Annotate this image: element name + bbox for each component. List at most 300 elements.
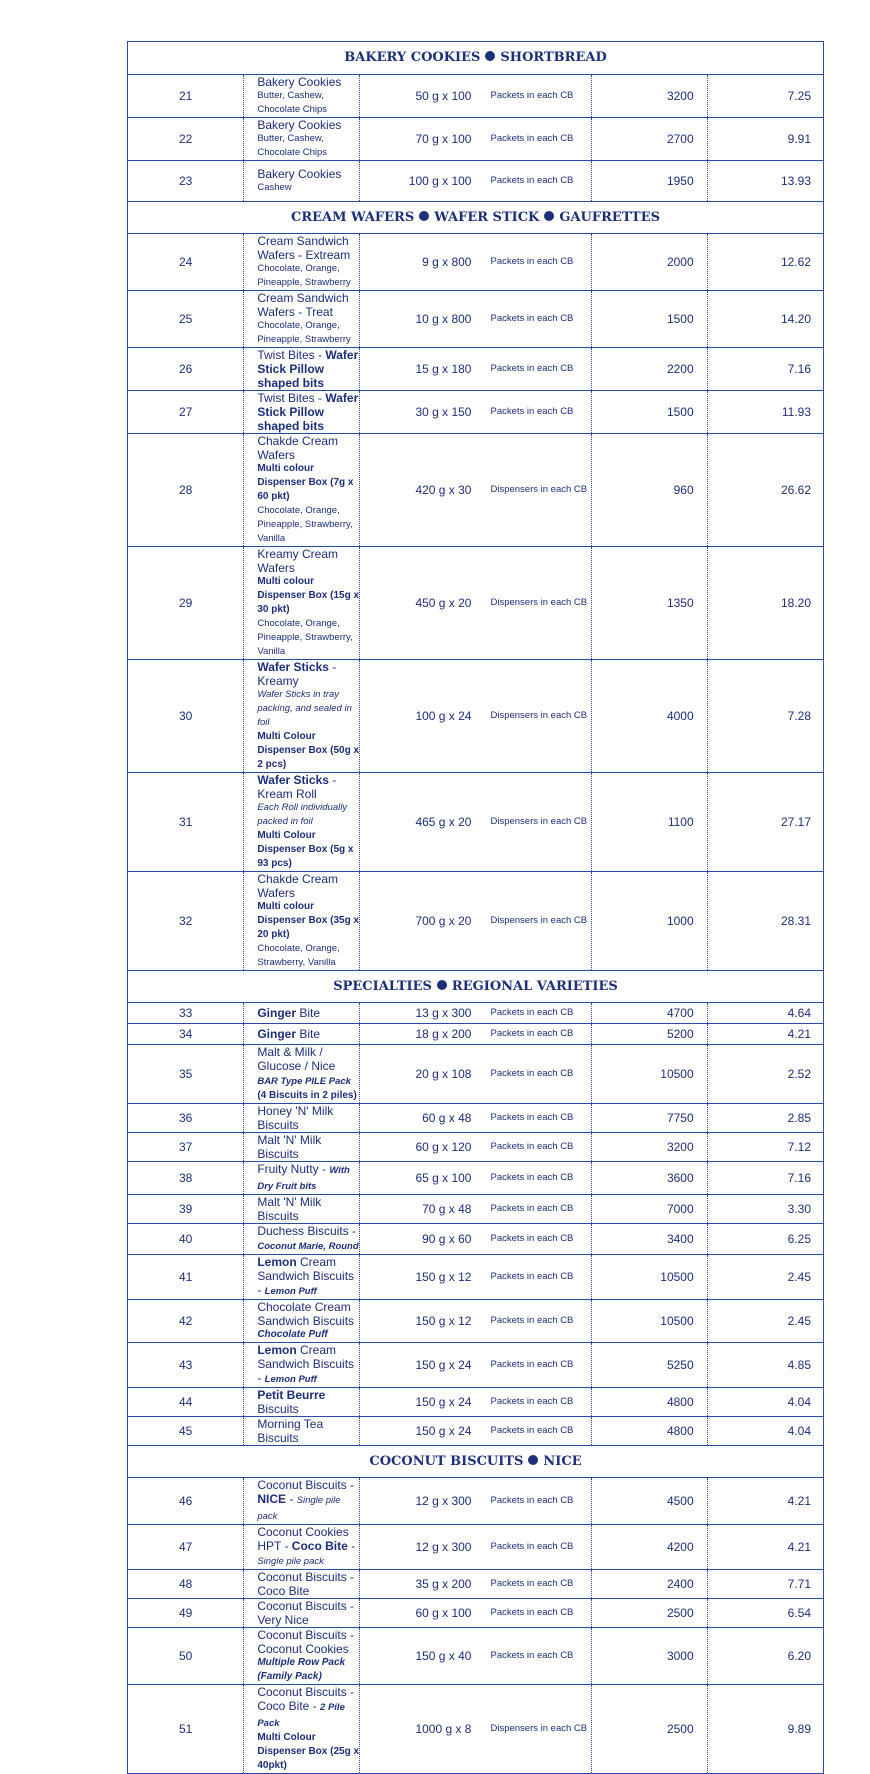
item-unit: Packets in each CB [475, 1132, 591, 1161]
item-quantity: 450 g x 20 [360, 546, 476, 659]
item-description [244, 1477, 360, 1524]
item-packets: 10500 [591, 1299, 707, 1342]
item-quantity: 30 g x 150 [360, 390, 476, 433]
item-name-part: Twist Bites - [257, 347, 326, 362]
item-tag: Single pile pack [257, 1555, 324, 1567]
item-packets: 2500 [591, 1684, 707, 1773]
item-name [257, 1417, 323, 1445]
item-name-part: Bakery Cookies [257, 74, 342, 89]
item-unit: Packets in each CB [475, 117, 591, 160]
item-description [244, 1132, 360, 1161]
item-unit: Packets in each CB [475, 1387, 591, 1416]
item-packets: 2000 [591, 233, 707, 290]
item-packets: 10500 [591, 1254, 707, 1299]
item-number: 45 [128, 1416, 244, 1445]
section-title [128, 42, 823, 74]
bullet-icon [437, 980, 447, 990]
item-packets: 3000 [591, 1627, 707, 1684]
item-number: 49 [128, 1598, 244, 1627]
section-header [128, 970, 823, 1002]
item-name [257, 1525, 355, 1567]
item-number: 38 [128, 1161, 244, 1194]
table-row [128, 290, 823, 347]
item-name [257, 1685, 354, 1729]
item-quantity: 20 g x 108 [360, 1044, 476, 1103]
item-description [244, 1161, 360, 1194]
item-price: 7.16 [707, 347, 823, 390]
item-number: 39 [128, 1194, 244, 1223]
item-number: 23 [128, 160, 244, 201]
item-name-part: Cream Sandwich Biscuits - [257, 1342, 355, 1385]
item-quantity: 150 g x 24 [360, 1342, 476, 1387]
item-unit: Packets in each CB [475, 1023, 591, 1044]
item-quantity: 100 g x 100 [360, 160, 476, 201]
item-description [244, 1002, 360, 1023]
item-number: 48 [128, 1569, 244, 1598]
item-description [244, 1254, 360, 1299]
item-quantity: 150 g x 24 [360, 1387, 476, 1416]
item-name-part: Fruity Nutty - [257, 1161, 330, 1176]
bullet-icon [419, 211, 429, 221]
item-name [257, 1478, 354, 1522]
item-unit: Packets in each CB [475, 74, 591, 117]
item-name-part: Honey 'N' Milk Biscuits [257, 1103, 334, 1132]
item-packets: 4200 [591, 1524, 707, 1569]
item-unit: Packets in each CB [475, 390, 591, 433]
item-flavours: Chocolate, Orange, Strawberry, Vanilla [257, 942, 340, 968]
table-row [128, 659, 823, 772]
item-flavours: Chocolate, Orange, Pineapple, Strawberry [257, 319, 351, 345]
item-name-part: Cream Sandwich Wafers - Extream [257, 233, 351, 262]
table-row [128, 390, 823, 433]
section-header [128, 42, 823, 74]
item-tag: 2 Pile Pack [257, 1701, 345, 1729]
item-quantity: 12 g x 300 [360, 1524, 476, 1569]
item-price: 6.20 [707, 1627, 823, 1684]
item-name [257, 75, 341, 89]
item-packets: 1350 [591, 546, 707, 659]
section-title-part: WAFER STICK [434, 209, 540, 225]
item-name-part: Bakery Cookies [257, 117, 342, 132]
item-pack: (4 Biscuits in 2 piles) [257, 1089, 357, 1101]
item-tag: Coconut Marie, Round [257, 1240, 359, 1252]
item-number: 44 [128, 1387, 244, 1416]
item-packets: 1950 [591, 160, 707, 201]
item-name [257, 434, 338, 462]
item-description [244, 347, 360, 390]
item-quantity: 150 g x 40 [360, 1627, 476, 1684]
item-unit: Packets in each CB [475, 290, 591, 347]
item-price: 7.16 [707, 1161, 823, 1194]
item-price: 4.04 [707, 1416, 823, 1445]
item-price: 4.21 [707, 1023, 823, 1044]
bullet-icon [544, 211, 554, 221]
item-description [244, 1044, 360, 1103]
item-name [257, 1045, 351, 1087]
item-note: Wafer Sticks in tray packing, and sealed in foil [257, 688, 352, 728]
item-packets: 3400 [591, 1223, 707, 1254]
table-row [128, 1477, 823, 1524]
item-description [244, 1299, 360, 1342]
item-quantity: 9 g x 800 [360, 233, 476, 290]
table-row [128, 1044, 823, 1103]
table-row [128, 1103, 823, 1132]
item-description [244, 117, 360, 160]
item-name [257, 234, 350, 262]
item-number: 30 [128, 659, 244, 772]
item-name-part: Wafer Stick Pillow shaped bits [257, 347, 359, 390]
item-name-part: Kreamy Cream Wafers [257, 546, 339, 575]
item-packets: 4800 [591, 1387, 707, 1416]
item-name [257, 1628, 354, 1656]
item-name-part: Lemon [257, 1254, 297, 1269]
item-packets: 1100 [591, 772, 707, 871]
item-name [257, 391, 358, 433]
item-tag: Single pile pack [257, 1494, 341, 1522]
item-number: 21 [128, 74, 244, 117]
item-description [244, 1387, 360, 1416]
item-pack: Chocolate Puff [257, 1328, 328, 1340]
item-name [257, 1104, 333, 1132]
item-description [244, 1684, 360, 1773]
item-unit: Packets in each CB [475, 1598, 591, 1627]
section-title [128, 970, 823, 1002]
item-description [244, 871, 360, 970]
item-description [244, 1569, 360, 1598]
item-price: 7.25 [707, 74, 823, 117]
item-price: 2.45 [707, 1254, 823, 1299]
section-title-part: BAKERY COOKIES [344, 50, 481, 66]
table-row [128, 546, 823, 659]
item-number: 26 [128, 347, 244, 390]
item-name [257, 118, 341, 132]
item-description [244, 1223, 360, 1254]
item-name [257, 773, 336, 801]
item-name-bold: NICE [257, 1491, 286, 1506]
item-quantity: 150 g x 12 [360, 1299, 476, 1342]
item-name [257, 1027, 320, 1041]
item-price: 7.71 [707, 1569, 823, 1598]
item-packets: 3600 [591, 1161, 707, 1194]
item-unit: Packets in each CB [475, 1044, 591, 1103]
table-row [128, 1524, 823, 1569]
item-quantity: 18 g x 200 [360, 1023, 476, 1044]
item-name [257, 1224, 358, 1252]
table-row [128, 1194, 823, 1223]
section-title [128, 201, 823, 233]
item-quantity: 150 g x 12 [360, 1254, 476, 1299]
item-name-part: Bite [296, 1026, 321, 1041]
bullet-icon [528, 1455, 538, 1465]
item-name [257, 1133, 321, 1161]
item-name-part: Wafer Stick Pillow shaped bits [257, 390, 359, 433]
item-name-part: Cream Sandwich Biscuits - [257, 1254, 355, 1297]
section-title-part: NICE [543, 1453, 582, 1469]
item-price: 7.28 [707, 659, 823, 772]
item-name-part: Malt 'N' Milk Biscuits [257, 1194, 322, 1223]
item-flavours: Chocolate, Orange, Pineapple, Strawberry, Vanilla [257, 504, 353, 544]
item-packets: 4000 [591, 659, 707, 772]
item-number: 22 [128, 117, 244, 160]
item-number: 36 [128, 1103, 244, 1132]
item-unit: Packets in each CB [475, 1194, 591, 1223]
item-unit: Packets in each CB [475, 347, 591, 390]
item-tag: With Dry Fruit bits [257, 1164, 350, 1192]
section-title [128, 1445, 823, 1477]
item-description [244, 546, 360, 659]
table-row [128, 1387, 823, 1416]
item-name [257, 167, 341, 181]
item-packets: 1000 [591, 871, 707, 970]
item-description [244, 433, 360, 546]
item-unit: Packets in each CB [475, 1161, 591, 1194]
item-packets: 2400 [591, 1569, 707, 1598]
section-title-part: CREAM WAFERS [290, 209, 415, 225]
item-name [257, 1343, 354, 1385]
item-price: 6.25 [707, 1223, 823, 1254]
table-row [128, 1598, 823, 1627]
item-description [244, 1103, 360, 1132]
item-price: 28.31 [707, 871, 823, 970]
item-pack: Multi Colour Dispenser Box (25g x 40pkt) [257, 1731, 360, 1771]
item-price: 4.64 [707, 1002, 823, 1023]
table-row [128, 772, 823, 871]
table-row [128, 117, 823, 160]
item-flavours: Butter, Cashew, Chocolate Chips [257, 132, 328, 158]
item-price: 9.89 [707, 1684, 823, 1773]
item-pack: Multi Colour Dispenser Box (50g x 2 pcs) [257, 730, 360, 770]
item-price: 4.04 [707, 1387, 823, 1416]
item-tag: Lemon Puff [264, 1373, 317, 1385]
item-number: 42 [128, 1299, 244, 1342]
table-row [128, 1627, 823, 1684]
item-name [257, 1195, 321, 1223]
item-unit: Packets in each CB [475, 233, 591, 290]
item-pack: Multi Colour Dispenser Box (5g x 93 pcs) [257, 829, 354, 869]
item-quantity: 150 g x 24 [360, 1416, 476, 1445]
item-name [257, 291, 348, 319]
item-description [244, 1342, 360, 1387]
item-packets: 4500 [591, 1477, 707, 1524]
item-unit: Dispensers in each CB [475, 1684, 591, 1773]
item-packets: 2700 [591, 117, 707, 160]
item-unit: Dispensers in each CB [475, 659, 591, 772]
item-name [257, 660, 336, 688]
table-row [128, 1254, 823, 1299]
item-unit: Packets in each CB [475, 160, 591, 201]
item-flavours: Butter, Cashew, Chocolate Chips [257, 89, 328, 115]
item-name [257, 1162, 350, 1192]
table-row [128, 1132, 823, 1161]
item-quantity: 700 g x 20 [360, 871, 476, 970]
item-description [244, 1524, 360, 1569]
item-note: Each Roll individually packed in foil [257, 801, 348, 827]
item-unit: Packets in each CB [475, 1569, 591, 1598]
item-description [244, 1416, 360, 1445]
item-price: 4.85 [707, 1342, 823, 1387]
table-row [128, 74, 823, 117]
price-table [128, 42, 823, 1774]
table-row [128, 1684, 823, 1773]
item-name-part: Malt 'N' Milk Biscuits [257, 1132, 322, 1161]
item-name-part: Chocolate Cream Sandwich Biscuits [257, 1299, 355, 1328]
item-name-part: - [286, 1491, 297, 1506]
item-unit: Dispensers in each CB [475, 546, 591, 659]
item-unit: Packets in each CB [475, 1342, 591, 1387]
item-number: 47 [128, 1524, 244, 1569]
item-flavours: Chocolate, Orange, Pineapple, Strawberry, Vanilla [257, 617, 353, 657]
item-unit: Packets in each CB [475, 1627, 591, 1684]
item-number: 40 [128, 1223, 244, 1254]
item-description [244, 290, 360, 347]
item-number: 34 [128, 1023, 244, 1044]
item-description [244, 772, 360, 871]
table-row [128, 1023, 823, 1044]
item-price: 2.45 [707, 1299, 823, 1342]
item-name-part: Chakde Cream Wafers [257, 433, 339, 462]
table-row [128, 871, 823, 970]
item-number: 46 [128, 1477, 244, 1524]
item-number: 28 [128, 433, 244, 546]
item-packets: 5200 [591, 1023, 707, 1044]
item-quantity: 60 g x 120 [360, 1132, 476, 1161]
item-quantity: 35 g x 200 [360, 1569, 476, 1598]
item-name-part: Duchess Biscuits - [257, 1223, 357, 1238]
item-number: 35 [128, 1044, 244, 1103]
item-unit: Dispensers in each CB [475, 871, 591, 970]
price-list-sheet [127, 41, 824, 1774]
item-packets: 10500 [591, 1044, 707, 1103]
item-tag: BAR Type PILE Pack [257, 1075, 351, 1087]
item-name-part: Ginger [257, 1005, 296, 1020]
item-number: 27 [128, 390, 244, 433]
item-quantity: 60 g x 48 [360, 1103, 476, 1132]
table-row [128, 1223, 823, 1254]
item-description [244, 233, 360, 290]
item-name-part: Cream Sandwich Wafers - Treat [257, 290, 349, 319]
item-name-part: Morning Tea Biscuits [257, 1416, 324, 1445]
item-quantity: 60 g x 100 [360, 1598, 476, 1627]
bullet-icon [485, 51, 495, 61]
item-pack: Multi colour Dispenser Box (35g x 20 pkt) [257, 900, 360, 940]
item-price: 6.54 [707, 1598, 823, 1627]
item-unit: Packets in each CB [475, 1524, 591, 1569]
item-name-part: Biscuits [257, 1401, 299, 1416]
item-packets: 4700 [591, 1002, 707, 1023]
item-number: 31 [128, 772, 244, 871]
item-price: 9.91 [707, 117, 823, 160]
item-packets: 3200 [591, 74, 707, 117]
item-packets: 7750 [591, 1103, 707, 1132]
item-description [244, 390, 360, 433]
item-name-part: Wafer Sticks [257, 659, 329, 674]
section-title-part: COCONUT BISCUITS [369, 1453, 524, 1469]
item-number: 50 [128, 1627, 244, 1684]
item-name-bold: Coco Bite [291, 1538, 348, 1553]
table-row [128, 1161, 823, 1194]
item-description [244, 1627, 360, 1684]
table-row [128, 160, 823, 201]
item-quantity: 90 g x 60 [360, 1223, 476, 1254]
item-name-part: Ginger [257, 1026, 296, 1041]
item-number: 43 [128, 1342, 244, 1387]
item-name-part: - [347, 1538, 356, 1553]
item-quantity: 465 g x 20 [360, 772, 476, 871]
item-packets: 2500 [591, 1598, 707, 1627]
item-unit: Packets in each CB [475, 1254, 591, 1299]
item-quantity: 65 g x 100 [360, 1161, 476, 1194]
item-description [244, 74, 360, 117]
item-tag: Lemon Puff [264, 1285, 317, 1297]
item-price: 7.12 [707, 1132, 823, 1161]
item-number: 33 [128, 1002, 244, 1023]
item-price: 27.17 [707, 772, 823, 871]
item-name-part: Bakery Cookies [257, 166, 342, 181]
item-name-part: Malt & Milk / Glucose / Nice [257, 1044, 336, 1073]
table-row [128, 1299, 823, 1342]
item-quantity: 420 g x 30 [360, 433, 476, 546]
item-price: 2.52 [707, 1044, 823, 1103]
item-name-part: Twist Bites - [257, 390, 326, 405]
item-quantity: 12 g x 300 [360, 1477, 476, 1524]
item-price: 11.93 [707, 390, 823, 433]
item-description [244, 1598, 360, 1627]
item-packets: 1500 [591, 390, 707, 433]
item-quantity: 15 g x 180 [360, 347, 476, 390]
item-unit: Packets in each CB [475, 1002, 591, 1023]
item-packets: 5250 [591, 1342, 707, 1387]
section-header [128, 1445, 823, 1477]
item-description [244, 1023, 360, 1044]
item-number: 51 [128, 1684, 244, 1773]
item-price: 4.21 [707, 1477, 823, 1524]
item-quantity: 10 g x 800 [360, 290, 476, 347]
item-name [257, 1006, 320, 1020]
item-quantity: 100 g x 24 [360, 659, 476, 772]
item-name-part: Lemon [257, 1342, 297, 1357]
item-number: 32 [128, 871, 244, 970]
item-name-part: - Kream Roll [257, 772, 337, 801]
item-name-part: Petit Beurre [257, 1387, 326, 1402]
item-name [257, 1570, 354, 1598]
item-description [244, 160, 360, 201]
item-name [257, 872, 338, 900]
item-unit: Dispensers in each CB [475, 433, 591, 546]
item-name [257, 547, 338, 575]
item-name-part: Coconut Biscuits - Coco Bite - [257, 1684, 355, 1713]
item-name-part: Chakde Cream Wafers [257, 871, 339, 900]
table-row [128, 1569, 823, 1598]
item-number: 41 [128, 1254, 244, 1299]
item-flavours: Cashew [257, 181, 292, 193]
item-name-part: - Kreamy [257, 659, 337, 688]
item-number: 25 [128, 290, 244, 347]
item-description [244, 659, 360, 772]
table-row [128, 1342, 823, 1387]
item-name-part: Coconut Biscuits - Coconut Cookies [257, 1627, 355, 1656]
item-unit: Packets in each CB [475, 1416, 591, 1445]
item-price: 14.20 [707, 290, 823, 347]
item-pack: Multi colour Dispenser Box (7g x 60 pkt) [257, 462, 354, 502]
item-quantity: 70 g x 100 [360, 117, 476, 160]
item-price: 3.30 [707, 1194, 823, 1223]
item-packets: 960 [591, 433, 707, 546]
item-packets: 7000 [591, 1194, 707, 1223]
item-price: 13.93 [707, 160, 823, 201]
item-name-part: Bite [296, 1005, 321, 1020]
item-unit: Dispensers in each CB [475, 772, 591, 871]
item-name-part: Coconut Biscuits - [257, 1477, 355, 1492]
